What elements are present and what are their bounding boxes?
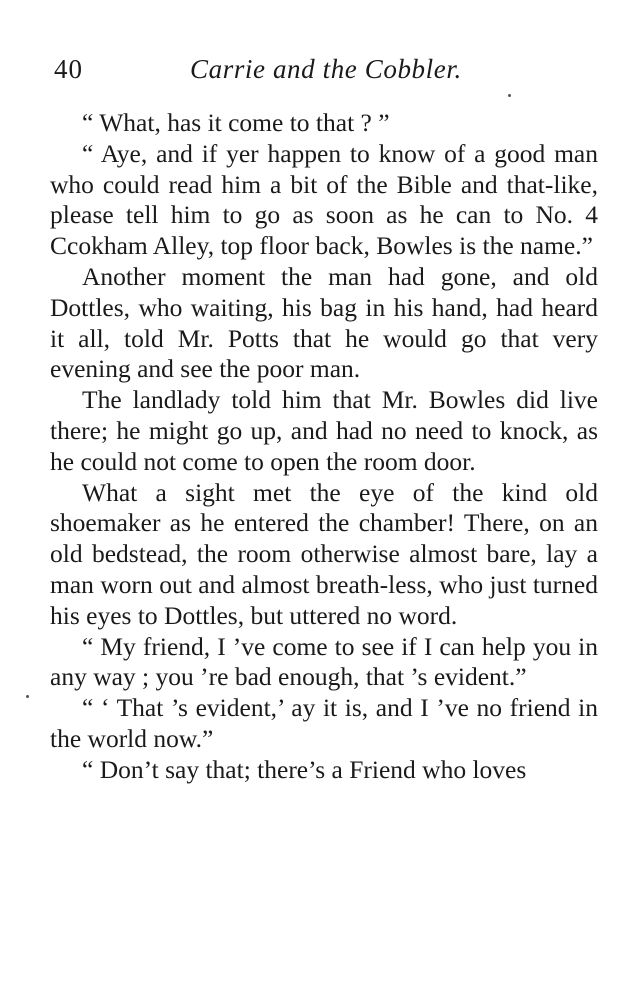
paragraph: What a sight met the eye of the kind old shoemaker as he entered the chamber! There, on an old bedstead, the room otherwise almost bare, lay a man worn out and almost breath-less, who just turned his eyes to Dottles, but uttered no word. [50, 477, 598, 630]
paper-speck [508, 94, 511, 97]
paragraph: “ What, has it come to that ? ” [82, 108, 390, 137]
body-text [50, 108, 598, 786]
paragraph: “ My friend, I ’ve come to see if I can help you in any way ; you ’re bad enough, that ’s evident.” [50, 631, 598, 692]
paragraph: Another moment the man had gone, and old Dottles, who waiting, his bag in his hand, had heard it all, told Mr. Potts that he would go that very evening and see the poor man. [50, 261, 598, 384]
paragraph: “ Don’t say that; there’s a Friend who loves [82, 754, 527, 784]
page-header [52, 52, 598, 96]
paper-speck [26, 695, 29, 698]
paragraph: “ ‘ That ’s evident,’ ay it is, and I ’ve no friend in the world now.” [50, 693, 598, 753]
running-title: Carrie and the Cobbler. [190, 54, 462, 84]
paragraph: The landlady told him that Mr. Bowles did live there; he might go up, and had no need to knock, as he could not come to open the room door. [50, 385, 598, 476]
page-number: 40 [54, 54, 83, 84]
paragraph: “ Aye, and if yer happen to know of a good man who could read him a bit of the Bible and that-like, please tell him to go as soon as he can to No. 4 Ccokham Alley, top floor back, Bowles is the name.” [50, 138, 598, 261]
